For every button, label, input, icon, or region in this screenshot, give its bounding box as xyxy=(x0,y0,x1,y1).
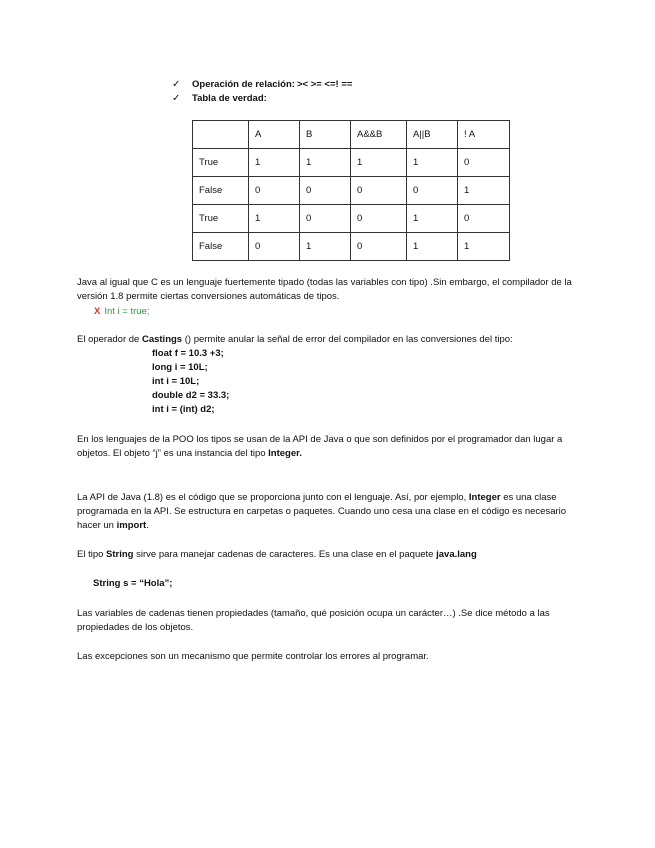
table-cell: True xyxy=(193,205,249,233)
code-line: int i = (int) d2; xyxy=(152,404,215,415)
table-cell: 1 xyxy=(458,177,510,205)
paragraph-excepciones: Las excepciones son un mecanismo que permite controlar los errores al programar. xyxy=(77,651,429,662)
table-header-cell xyxy=(193,121,249,149)
table-row xyxy=(193,233,510,261)
checklist xyxy=(172,78,352,106)
text-run: ; xyxy=(169,578,173,589)
checkmark-icon: ✓ xyxy=(172,79,181,90)
table-cell: 1 xyxy=(249,149,300,177)
table-cell: 0 xyxy=(351,205,407,233)
table-row xyxy=(193,205,510,233)
table-cell: 0 xyxy=(249,177,300,205)
error-code: Int i = true; xyxy=(104,306,150,317)
error-example xyxy=(94,305,150,319)
table-row xyxy=(193,149,510,177)
table-header-cell: ! A xyxy=(458,121,510,149)
paragraph-poo xyxy=(77,433,577,461)
table-cell: 0 xyxy=(458,205,510,233)
table-cell: 0 xyxy=(407,177,458,205)
table-cell: 0 xyxy=(300,177,351,205)
code-line: int i = 10L; xyxy=(152,376,200,387)
table-cell: 1 xyxy=(458,233,510,261)
code-block xyxy=(152,347,229,417)
checklist-item-relational xyxy=(172,78,352,92)
table-cell: 0 xyxy=(300,205,351,233)
string-declaration xyxy=(93,578,172,589)
table-cell: 0 xyxy=(249,233,300,261)
checklist-label: Operación de relación: xyxy=(192,79,295,90)
code-line: long i = 10L; xyxy=(152,362,208,373)
text-run: El operador de xyxy=(77,334,142,345)
castings-term: Castings xyxy=(141,334,183,345)
text-run: sirve para manejar cadenas de caracteres. Es una clase en el paquete xyxy=(133,549,437,560)
table-row xyxy=(193,177,510,205)
table-cell: 1 xyxy=(300,233,351,261)
import-term: import xyxy=(116,520,147,531)
table-cell: 1 xyxy=(407,149,458,177)
text-run: El tipo xyxy=(77,549,107,560)
text-run: La API de Java (1.8) es el código que se proporciona junto con el lenguaje. Así, por ejemplo, xyxy=(77,492,469,503)
relational-operators: >< >= <=! == xyxy=(296,79,353,90)
table-cell: 1 xyxy=(407,205,458,233)
table-header-cell: A||B xyxy=(407,121,458,149)
code-line: float f = 10.3 +3; xyxy=(152,348,224,359)
text-run: es una clase programada en la API. Se estructura en carpetas o paquetes. Cuando uno cesa una clase en el código es necesario hacer un xyxy=(77,492,567,531)
text-run: () permite anular la señal de error del compilador en las conversiones del tipo: xyxy=(182,334,513,345)
table-header-cell: A xyxy=(249,121,300,149)
table-cell: 0 xyxy=(351,233,407,261)
table-cell: 1 xyxy=(407,233,458,261)
paragraph-java-typed: Java al igual que C es un lenguaje fuertemente tipado (todas las variables con tipo) .Sin embargo, el compilador de la versión 1.8 permite ciertas conversiones automáticas de tipos. xyxy=(77,277,572,302)
table-cell: True xyxy=(193,149,249,177)
table-header-row xyxy=(193,121,510,149)
text-run: String s = “Hola” xyxy=(93,578,170,589)
checklist-label: Tabla de verdad: xyxy=(192,93,267,104)
table-cell: 1 xyxy=(300,149,351,177)
string-term: String xyxy=(106,549,134,560)
code-line: double d2 = 33.3; xyxy=(152,390,230,401)
checkmark-icon: ✓ xyxy=(172,93,181,104)
table-cell: False xyxy=(193,233,249,261)
text-run: En los lenguajes de la POO los tipos se usan de la API de Java o que son definidos por el programador dan lugar a objetos. El objeto “j” es una instancia del tipo xyxy=(77,434,563,459)
java-lang-term: java.lang xyxy=(436,549,477,560)
paragraph-cadenas: Las variables de cadenas tienen propiedades (tamaño, qué posición ocupa un carácter…) .Se dice método a las propiedades de los objetos. xyxy=(77,608,550,633)
table-header-cell: A&&B xyxy=(351,121,407,149)
paragraph-api xyxy=(77,491,577,533)
truth-table xyxy=(192,120,510,261)
integer-term: Integer. xyxy=(268,448,302,459)
paragraph-string xyxy=(77,548,577,562)
table-cell: 0 xyxy=(351,177,407,205)
integer-term: Integer xyxy=(468,492,501,503)
table-cell: False xyxy=(193,177,249,205)
paragraph-castings xyxy=(77,333,577,347)
table-header-cell: B xyxy=(300,121,351,149)
table-cell: 1 xyxy=(249,205,300,233)
text-run: . xyxy=(146,520,149,531)
error-x-icon: X xyxy=(94,306,101,317)
checklist-item-truth-table xyxy=(172,92,352,106)
table-cell: 1 xyxy=(351,149,407,177)
table-cell: 0 xyxy=(458,149,510,177)
